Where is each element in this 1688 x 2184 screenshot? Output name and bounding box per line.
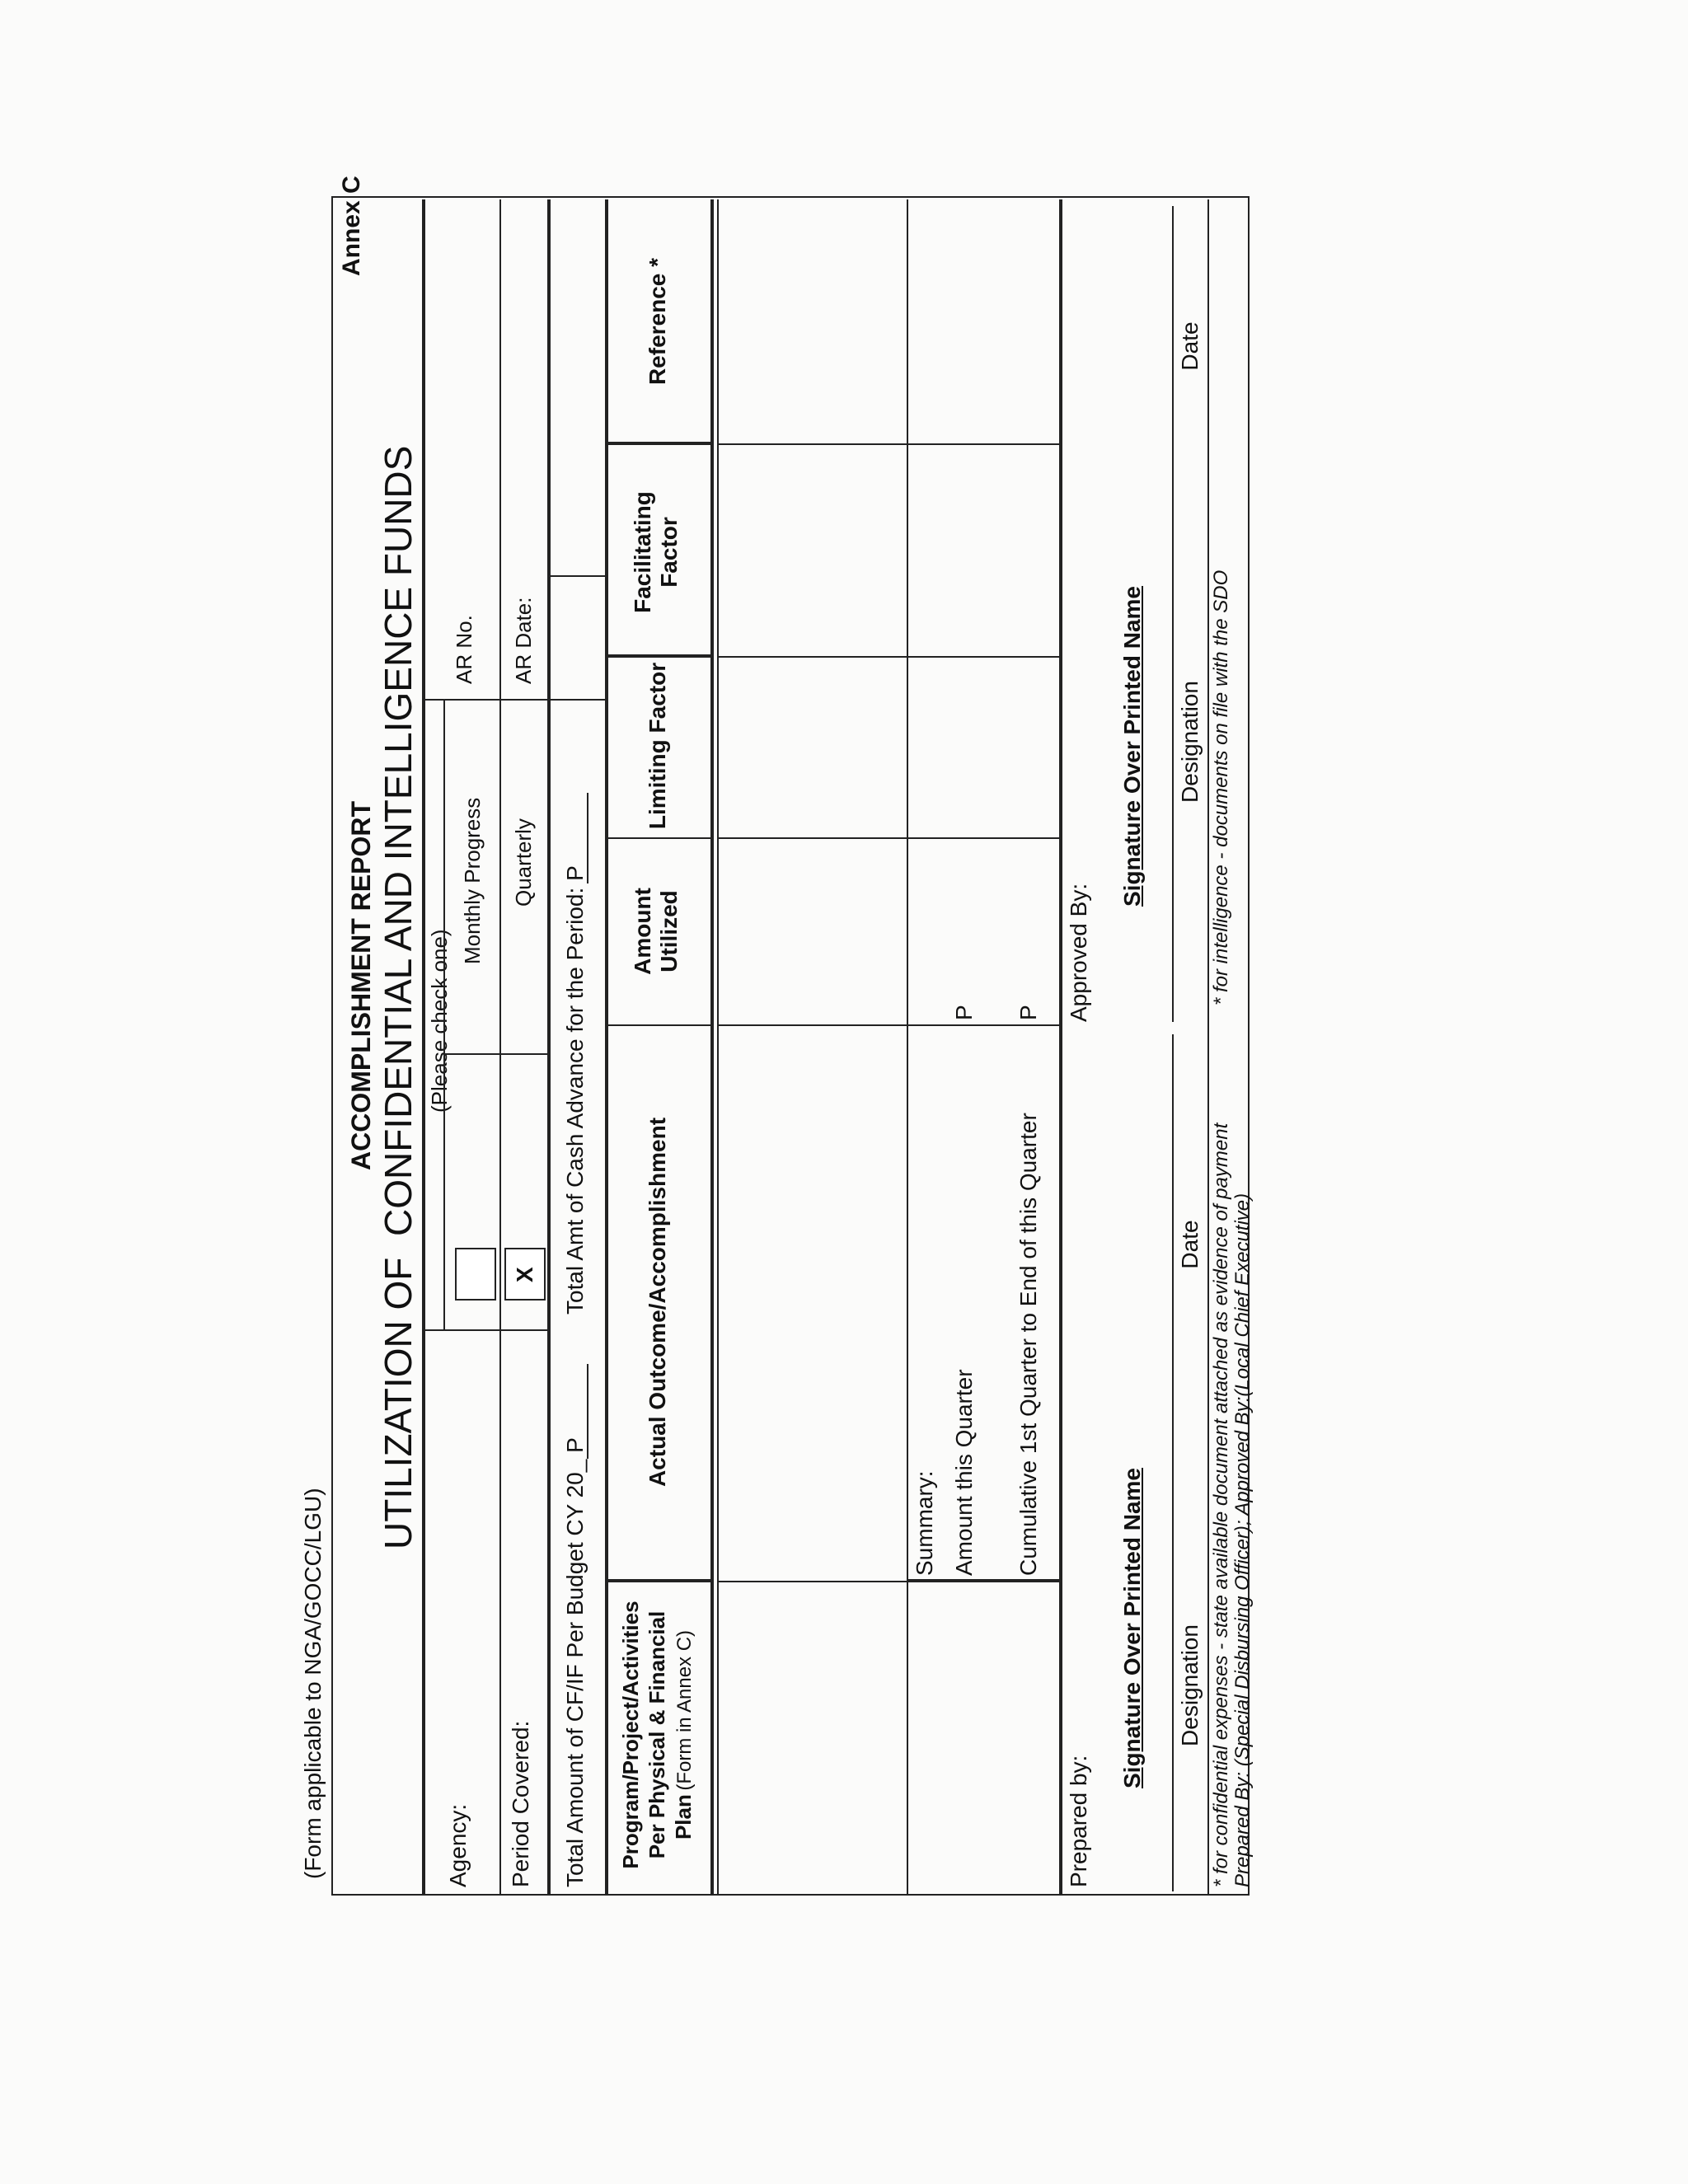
prepared-by-label: Prepared by: — [1066, 1755, 1091, 1887]
ar-date-label: AR Date: — [511, 597, 536, 684]
col-program-header-3: Plan — [671, 1794, 696, 1840]
total-budget-label: Total Amount of CF/IF Per Budget CY 20_ P — [562, 1437, 588, 1887]
cumulative-label: Cumulative 1st Quarter to End of this Quarter — [1015, 1113, 1041, 1576]
total-budget-blank[interactable] — [587, 1364, 588, 1459]
form-applicability-note: (Form applicable to NGA/GOCC/LGU) — [300, 1488, 326, 1879]
quarterly-label: Quarterly — [511, 818, 536, 907]
col-program-header-1: Program/Project/Activities — [618, 1601, 643, 1869]
total-cash-advance-blank[interactable] — [587, 793, 588, 883]
summary-label: Summary: — [912, 1470, 937, 1576]
prepared-signature-label: Signature Over Printed Name — [1119, 1467, 1145, 1788]
col-reference-header: Reference * — [645, 257, 670, 386]
quarterly-check-mark: X — [512, 1267, 537, 1282]
cumulative-peso: P — [1015, 1005, 1041, 1020]
col-amount-header-1: Amount — [630, 888, 655, 975]
amount-this-quarter-label: Amount this Quarter — [951, 1369, 977, 1576]
monthly-progress-label: Monthly Progress — [460, 797, 485, 964]
accomplishment-report-form — [297, 176, 1269, 1896]
amount-this-quarter-peso: P — [951, 1005, 977, 1020]
agency-label: Agency: — [445, 1803, 471, 1887]
table-row[interactable] — [717, 199, 898, 1896]
prepared-signature-line[interactable] — [1172, 1034, 1174, 1891]
approved-signature-line[interactable] — [1172, 206, 1174, 1022]
approved-by-label: Approved By: — [1066, 883, 1091, 1022]
ar-no-label: AR No. — [452, 615, 476, 684]
col-facilitating-header-2: Factor — [656, 517, 682, 588]
col-facilitating-header-1: Facilitating — [630, 491, 655, 613]
title-separator — [422, 199, 425, 1896]
approved-signature-label: Signature Over Printed Name — [1119, 585, 1145, 907]
col-program-note: (Form in Annex C) — [673, 1629, 696, 1791]
col-limiting-header: Limiting Factor — [645, 662, 670, 830]
total-cash-advance-label: Total Amt of Cash Advance for the Period: P — [562, 865, 588, 1315]
report-subtitle-funds: CONFIDENTIAL AND INTELLIGENCE FUNDS — [377, 445, 420, 1236]
approved-designation-label: Designation — [1177, 681, 1203, 803]
col-amount-header-2: Utilized — [656, 890, 682, 972]
check-one-note: (Please check one) — [427, 929, 452, 1113]
period-covered-label: Period Covered: — [508, 1720, 533, 1887]
prepared-date-label: Date — [1177, 1220, 1203, 1269]
approved-date-label: Date — [1177, 321, 1203, 371]
report-subtitle-prefix: UTILIZATION OF — [377, 1257, 420, 1549]
monthly-progress-checkbox[interactable] — [455, 1248, 496, 1301]
col-program-header-2: Per Physical & Financial — [645, 1610, 669, 1859]
footnote-confidential: * for confidential expenses - state available document attached as evidence of payment — [1210, 1122, 1232, 1887]
footnote-prepared-approved: Prepared By: (Special Disbursing Officer); Approved By:(Local Chief Executive) — [1231, 1193, 1254, 1887]
col-outcome-header: Actual Outcome/Accomplishment — [645, 1117, 670, 1488]
quarterly-checkbox[interactable] — [504, 1248, 546, 1301]
report-title: ACCOMPLISHMENT REPORT — [346, 801, 376, 1170]
prepared-designation-label: Designation — [1177, 1624, 1203, 1746]
annex-label: Annex C — [338, 176, 365, 276]
footnote-intelligence: * for intelligence - documents on file with the SDO — [1210, 569, 1232, 1005]
